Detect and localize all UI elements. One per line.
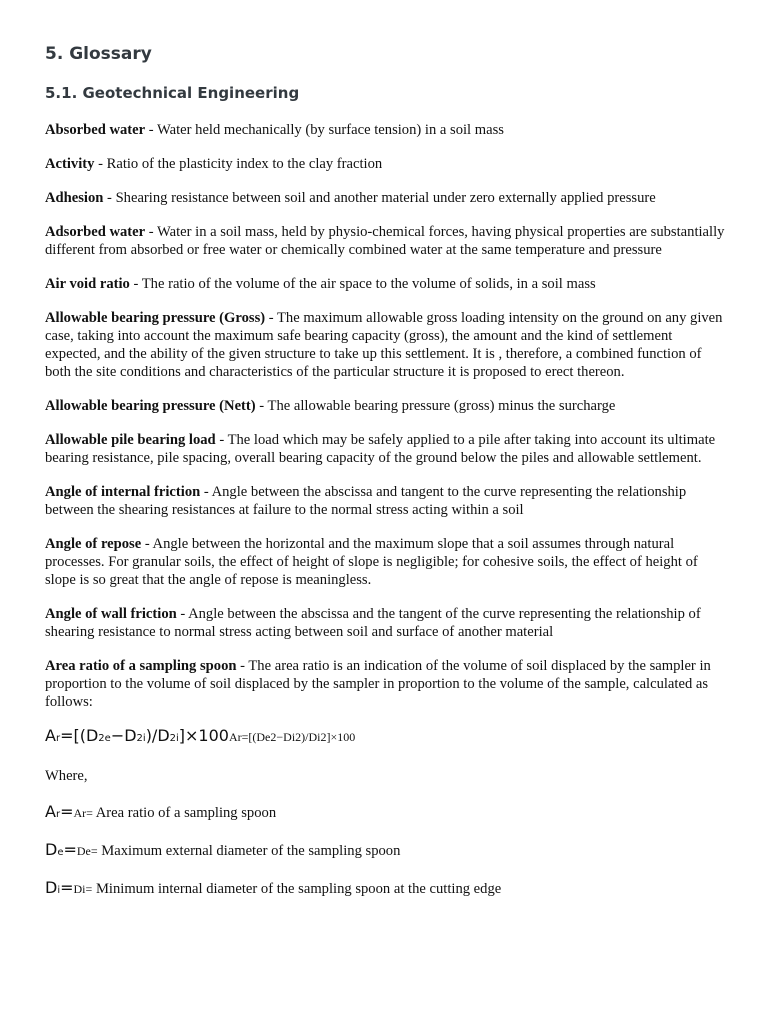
- glossary-term: Absorbed water: [45, 122, 146, 138]
- glossary-entry: [45, 189, 730, 207]
- symbol-definition: Ar=Ar= Area ratio of a sampling spoon: [45, 802, 277, 821]
- glossary-definition: - The ratio of the volume of the air space to the volume of solids, in a soil mass: [129, 276, 596, 292]
- glossary-term: Angle of repose: [45, 536, 142, 552]
- glossary-entry: [45, 483, 730, 519]
- glossary-term: Air void ratio: [45, 276, 130, 292]
- symbol-definition: Di=Di= Minimum internal diameter of the sampling spoon at the cutting edge: [45, 878, 502, 897]
- glossary-term: Angle of internal friction: [45, 484, 201, 500]
- glossary-entry: [45, 397, 730, 415]
- glossary-definition: - Angle between the horizontal and the maximum slope that a soil assumes through natural processes. For granular soils, the effect of height of slope is negligible; for cohesive soils, the effect of height of slope is so great that the angle of repose is meaningless.: [45, 536, 698, 588]
- glossary-entry: [45, 121, 730, 139]
- glossary-definition: - Shearing resistance between soil and another material under zero externally applied pressure: [103, 190, 656, 206]
- where-label: Where,: [45, 768, 88, 784]
- subsection-heading: 5.1. Geotechnical Engineering: [45, 84, 300, 102]
- glossary-definition: - The load which may be safely applied to a pile after taking into account its ultimate bearing resistance, pile spacing, overall bearing capacity of the ground below the piles and allowable settlement.: [45, 432, 716, 466]
- area-ratio-formula: Ar=[(D2e−D2i)/D2i]×100Ar=[(De2−Di2)/Di2]×100: [45, 726, 356, 745]
- glossary-definition: - Angle between the abscissa and the tangent of the curve representing the relationship of shearing resistance to normal stress acting between soil and surface of another material: [45, 606, 701, 640]
- glossary-definition: - Water in a soil mass, held by physio-chemical forces, having physical properties are substantially different from absorbed or free water or chemically combined water at the same temperature and pressure: [45, 224, 725, 258]
- glossary-term: Adhesion: [45, 190, 104, 206]
- glossary-definition: - The maximum allowable gross loading intensity on the ground on any given case, taking into account the maximum safe bearing capacity (gross), the amount and the kind of settlement expected, and the ability of the given structure to take up this settlement. It is , therefore, a combined function of both the site conditions and characteristics of the particular structure it is proposed to erect thereon.: [45, 310, 723, 380]
- glossary-entry: [45, 535, 730, 589]
- glossary-entry: [45, 275, 730, 293]
- glossary-entry: [45, 605, 730, 641]
- section-heading: 5. Glossary: [45, 44, 152, 64]
- glossary-definition: - Water held mechanically (by surface tension) in a soil mass: [145, 122, 504, 138]
- glossary-term: Allowable pile bearing load: [45, 432, 216, 448]
- formula-fallback-text: Ar=[(De2−Di2)/Di2]×100: [228, 730, 356, 744]
- symbol-definition: De=De= Maximum external diameter of the sampling spoon: [45, 840, 401, 859]
- glossary-entry: [45, 657, 730, 711]
- glossary-term: Allowable bearing pressure (Nett): [45, 398, 256, 414]
- glossary-entry: [45, 431, 730, 467]
- glossary-list: [45, 121, 730, 917]
- glossary-term: Activity: [45, 156, 95, 172]
- glossary-definition: - Ratio of the plasticity index to the clay fraction: [94, 156, 383, 172]
- glossary-definition: - The allowable bearing pressure (gross) minus the surcharge: [255, 398, 616, 414]
- glossary-term: Area ratio of a sampling spoon: [45, 658, 237, 674]
- glossary-entry: [45, 309, 730, 381]
- glossary-term: Allowable bearing pressure (Gross): [45, 310, 266, 326]
- glossary-term: Angle of wall friction: [45, 606, 177, 622]
- glossary-term: Adsorbed water: [45, 224, 146, 240]
- glossary-entry: [45, 223, 730, 259]
- glossary-definition: - The area ratio is an indication of the volume of soil displaced by the sampler in proportion to the volume of soil displaced by the sampler in proportion to the volume of the sample, calculated as follows:: [45, 658, 711, 710]
- glossary-entry: [45, 155, 730, 173]
- glossary-definition: - Angle between the abscissa and tangent to the curve representing the relationship between the shearing resistances at failure to the normal stress acting within a soil: [45, 484, 687, 518]
